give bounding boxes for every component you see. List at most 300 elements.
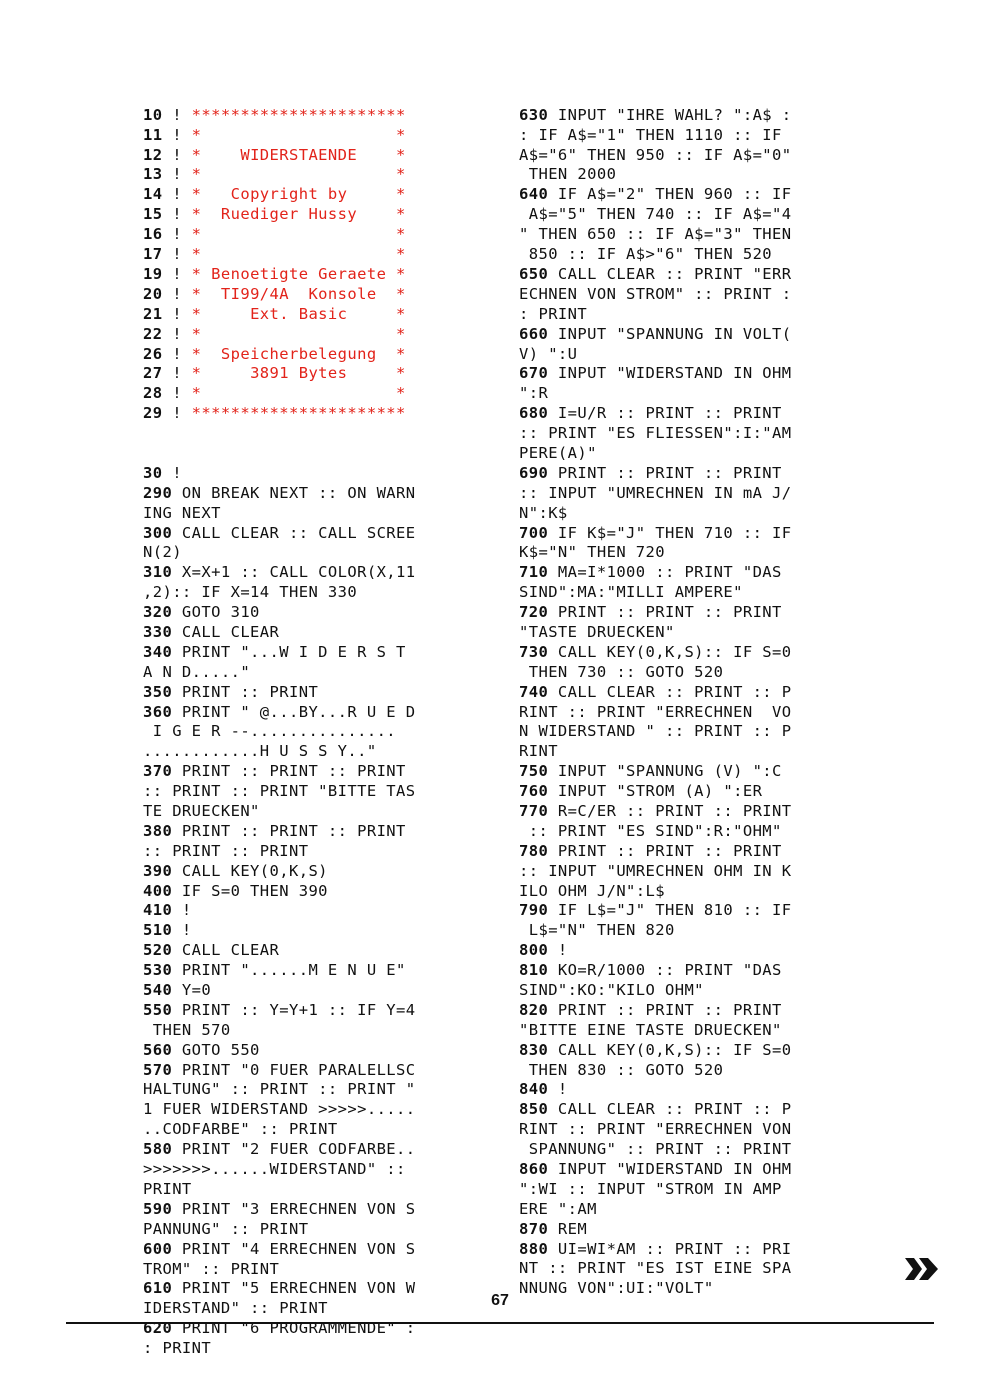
code-text: INPUT "WIDERSTAND IN OHM (548, 364, 792, 383)
banner-line (143, 305, 488, 325)
line-number: 610 (143, 1279, 173, 1298)
code-text: K$="N" THEN 720 (519, 543, 665, 562)
line-number: 720 (519, 603, 549, 622)
code-text: 850 :: IF A$>"6" THEN 520 (519, 245, 773, 264)
comment-marker: ! (162, 225, 192, 244)
code-text: PRINT "3 ERRECHNEN VON S (172, 1199, 416, 1218)
comment-marker: ! (162, 105, 192, 124)
code-line (143, 524, 488, 544)
banner-text: * * (191, 125, 406, 144)
code-text: GOTO 550 (172, 1040, 260, 1059)
code-line (143, 1200, 488, 1220)
code-line (519, 583, 864, 603)
banner-line (143, 185, 488, 205)
code-line (519, 424, 864, 444)
code-line (143, 961, 488, 981)
code-line (519, 862, 864, 882)
banner-text: * * (191, 384, 406, 403)
code-text: ! (548, 1080, 568, 1099)
line-number: 830 (519, 1040, 549, 1059)
line-number: 340 (143, 642, 173, 661)
code-text: RINT :: PRINT "ERRECHNEN VON (519, 1120, 792, 1139)
banner-line (143, 245, 488, 265)
code-text: PRINT "2 FUER CODFARBE.. (172, 1140, 416, 1159)
code-line (143, 1240, 488, 1260)
code-text: ! (172, 921, 192, 940)
code-line (519, 623, 864, 643)
code-line (143, 623, 488, 643)
code-text: : IF A$="1" THEN 1110 :: IF (519, 125, 782, 144)
code-text: ,2):: IF X=14 THEN 330 (143, 583, 358, 602)
code-line (519, 543, 864, 563)
code-text: 1 FUER WIDERSTAND >>>>>..... (143, 1100, 416, 1119)
code-line (519, 464, 864, 484)
code-line (519, 1220, 864, 1240)
code-line (519, 603, 864, 623)
code-line (143, 1021, 488, 1041)
code-text: ! (548, 941, 568, 960)
line-number: 510 (143, 921, 173, 940)
code-line (143, 683, 488, 703)
code-text: :: PRINT "ES SIND":R:"OHM" (519, 821, 782, 840)
code-line (143, 583, 488, 603)
line-number: 310 (143, 563, 173, 582)
banner-line (143, 345, 488, 365)
comment-marker: ! (162, 344, 192, 363)
code-text: :: PRINT :: PRINT "BITTE TAS (143, 782, 416, 801)
line-number: 640 (519, 185, 549, 204)
code-line (143, 901, 488, 921)
code-text: KO=R/1000 :: PRINT "DAS (548, 961, 782, 980)
code-line (519, 444, 864, 464)
code-text: TE DRUECKEN" (143, 802, 260, 821)
code-text: INPUT "SPANNUNG (V) ":C (548, 762, 782, 781)
code-text: N":K$ (519, 503, 568, 522)
line-number: 820 (519, 1000, 549, 1019)
line-number: 630 (519, 105, 549, 124)
line-number: 400 (143, 881, 173, 900)
code-line (143, 1041, 488, 1061)
line-number: 740 (519, 682, 549, 701)
line-number: 370 (143, 762, 173, 781)
banner-line (143, 325, 488, 345)
code-line (519, 384, 864, 404)
line-number: 350 (143, 682, 173, 701)
code-line (519, 822, 864, 842)
code-line (143, 663, 488, 683)
code-text: THEN 570 (143, 1020, 231, 1039)
comment-marker: ! (162, 165, 192, 184)
code-line (519, 504, 864, 524)
line-number: 670 (519, 364, 549, 383)
code-text: MA=I*1000 :: PRINT "DAS (548, 563, 782, 582)
code-text: INPUT "IHRE WAHL? ":A$ : (548, 105, 792, 124)
code-text: PRINT "4 ERRECHNEN VON S (172, 1239, 416, 1258)
line-number: 13 (143, 165, 163, 184)
code-text: ILO OHM J/N":L$ (519, 881, 665, 900)
code-text: "TASTE DRUECKEN" (519, 622, 675, 641)
code-text: PRINT "...W I D E R S T (172, 642, 406, 661)
code-text: PRINT :: PRINT :: PRINT (548, 1000, 782, 1019)
code-line (143, 921, 488, 941)
banner-line (143, 126, 488, 146)
code-line (519, 842, 864, 862)
code-line (143, 981, 488, 1001)
code-text: TROM" :: PRINT (143, 1259, 280, 1278)
code-text: CALL CLEAR :: CALL SCREE (172, 523, 416, 542)
code-text: CALL CLEAR :: PRINT :: P (548, 1100, 792, 1119)
code-line (143, 563, 488, 583)
comment-marker: ! (162, 245, 192, 264)
line-number: 690 (519, 463, 549, 482)
code-text: GOTO 310 (172, 603, 260, 622)
code-text: PERE(A)" (519, 443, 597, 462)
line-number: 620 (143, 1319, 173, 1338)
comment-marker: ! (162, 304, 192, 323)
code-line (519, 1240, 864, 1260)
right-code-column (519, 66, 864, 1319)
code-line (519, 345, 864, 365)
line-number: 14 (143, 185, 163, 204)
code-text: CALL CLEAR :: PRINT :: P (548, 682, 792, 701)
code-text: Y=0 (172, 981, 212, 1000)
code-line (519, 1200, 864, 1220)
line-number: 730 (519, 642, 549, 661)
code-text: CALL KEY(0,K,S):: IF S=0 (548, 1040, 792, 1059)
banner-line (143, 225, 488, 245)
code-line (143, 1220, 488, 1240)
code-text: PRINT (143, 1179, 192, 1198)
banner-text: * * (191, 225, 406, 244)
code-text: CALL CLEAR (172, 623, 280, 641)
code-line (143, 504, 488, 524)
code-line (519, 961, 864, 981)
code-line (519, 1021, 864, 1041)
code-line (519, 245, 864, 265)
code-text: X=X+1 :: CALL COLOR(X,11 (172, 563, 416, 582)
footer-rule (66, 1322, 934, 1324)
code-line (519, 185, 864, 205)
line-number: 30 (143, 463, 163, 482)
code-text: PRINT " @...BY...R U E D (172, 702, 416, 721)
code-text: RINT (519, 742, 558, 761)
code-text: REM (548, 1219, 588, 1238)
code-text: CALL KEY(0,K,S):: IF S=0 (548, 642, 792, 661)
line-number: 770 (519, 801, 549, 820)
code-text: RINT :: PRINT "ERRECHNEN VO (519, 702, 792, 721)
code-line (519, 1001, 864, 1021)
code-line (143, 722, 488, 742)
code-text: IF A$="2" THEN 960 :: IF (548, 185, 792, 204)
code-line (143, 782, 488, 802)
code-text: A$="5" THEN 740 :: IF A$="4 (519, 205, 792, 224)
line-number: 880 (519, 1239, 549, 1258)
code-text: >>>>>>>......WIDERSTAND" :: (143, 1160, 406, 1179)
code-text: I G E R --............... (143, 722, 397, 741)
line-number: 860 (519, 1160, 549, 1179)
line-number: 850 (519, 1100, 549, 1119)
banner-text: * Speicherbelegung * (191, 344, 406, 363)
code-text: L$="N" THEN 820 (519, 921, 675, 940)
code-line (519, 782, 864, 802)
code-text: IF L$="J" THEN 810 :: IF (548, 901, 792, 920)
code-text: INPUT "SPANNUNG IN VOLT( (548, 324, 792, 343)
comment-marker: ! (162, 264, 192, 283)
banner-text: ********************** (191, 105, 406, 124)
banner-line (143, 404, 488, 424)
line-number: 330 (143, 623, 173, 641)
banner-text: * Benoetigte Geraete * (191, 264, 406, 283)
code-line (143, 543, 488, 563)
code-line (519, 663, 864, 683)
code-text: "BITTE EINE TASTE DRUECKEN" (519, 1020, 782, 1039)
double-chevron-right-icon (905, 1258, 939, 1280)
code-text: " THEN 650 :: IF A$="3" THEN (519, 225, 792, 244)
code-line (519, 1140, 864, 1160)
banner-text: * Copyright by * (191, 185, 406, 204)
line-number: 560 (143, 1040, 173, 1059)
code-line (143, 643, 488, 663)
code-text: NT :: PRINT "ES IST EINE SPA (519, 1259, 792, 1278)
code-line (143, 882, 488, 902)
line-number: 520 (143, 941, 173, 960)
line-number: 26 (143, 344, 163, 363)
code-text: INPUT "STROM (A) ":ER (548, 782, 763, 801)
line-number: 11 (143, 125, 163, 144)
code-text: THEN 830 :: GOTO 520 (519, 1060, 724, 1079)
banner-line (143, 285, 488, 305)
line-number: 650 (519, 264, 549, 283)
comment-marker: ! (162, 284, 192, 303)
code-line (143, 703, 488, 723)
code-text: CALL KEY(0,K,S) (172, 861, 328, 880)
code-line (519, 703, 864, 723)
line-number: 590 (143, 1199, 173, 1218)
banner-line (143, 364, 488, 384)
code-line (519, 1061, 864, 1081)
line-number: 17 (143, 245, 163, 264)
code-line (143, 1160, 488, 1180)
banner-text: * WIDERSTAENDE * (191, 145, 406, 164)
code-text: ":WI :: INPUT "STROM IN AMP (519, 1179, 782, 1198)
code-text: PRINT "......M E N U E" (172, 961, 406, 980)
code-text: PANNUNG" :: PRINT (143, 1219, 309, 1238)
code-line (143, 822, 488, 842)
code-text: PRINT "0 FUER PARALELLSC (172, 1060, 416, 1079)
code-text: ON BREAK NEXT :: ON WARN (172, 483, 416, 502)
banner-text: * * (191, 165, 406, 184)
line-number: 600 (143, 1239, 173, 1258)
code-line (519, 524, 864, 544)
banner-line (143, 205, 488, 225)
banner-block (143, 106, 488, 424)
code-text: PRINT :: PRINT :: PRINT (172, 821, 406, 840)
line-number: 28 (143, 384, 163, 403)
line-number: 570 (143, 1060, 173, 1079)
comment-marker: ! (162, 145, 192, 164)
code-text: UI=WI*AM :: PRINT :: PRI (548, 1239, 792, 1258)
code-line (143, 1120, 488, 1140)
code-text: A$="6" THEN 950 :: IF A$="0" (519, 145, 792, 164)
line-number: 550 (143, 1000, 173, 1019)
code-text: ! (172, 901, 192, 920)
code-line (519, 683, 864, 703)
code-line (519, 404, 864, 424)
line-number: 790 (519, 901, 549, 920)
code-text: THEN 2000 (519, 165, 617, 184)
code-text: SIND":KO:"KILO OHM" (519, 981, 704, 999)
code-line (519, 146, 864, 166)
code-text: PRINT :: PRINT :: PRINT (172, 762, 406, 781)
code-line (143, 762, 488, 782)
code-line (143, 842, 488, 862)
banner-line (143, 146, 488, 166)
code-line (519, 165, 864, 185)
code-text: I=U/R :: PRINT :: PRINT (548, 404, 782, 423)
code-text: IDERSTAND" :: PRINT (143, 1299, 328, 1318)
line-number: 800 (519, 941, 549, 960)
code-text: PRINT :: PRINT :: PRINT (548, 841, 782, 860)
comment-marker: ! (162, 404, 192, 423)
code-line (519, 762, 864, 782)
code-line (143, 862, 488, 882)
code-text: :: PRINT :: PRINT (143, 841, 309, 860)
code-text: PRINT "5 ERRECHNEN VON W (172, 1279, 416, 1298)
code-text: PRINT :: PRINT :: PRINT (548, 603, 782, 622)
code-line (519, 901, 864, 921)
line-number: 27 (143, 364, 163, 383)
code-text: CALL CLEAR :: PRINT "ERR (548, 264, 792, 283)
comment-marker: ! (162, 185, 192, 204)
line-number: 750 (519, 762, 549, 781)
line-number: 660 (519, 324, 549, 343)
line-number: 840 (519, 1080, 549, 1099)
code-text: IF S=0 THEN 390 (172, 881, 328, 900)
code-line (519, 941, 864, 961)
banner-line (143, 106, 488, 126)
code-line (519, 921, 864, 941)
code-text: ..CODFARBE" :: PRINT (143, 1120, 338, 1139)
banner-text: * TI99/4A Konsole * (191, 284, 406, 303)
banner-text: * * (191, 324, 406, 343)
line-number: 290 (143, 483, 173, 502)
code-line (143, 802, 488, 822)
code-text: ERE ":AM (519, 1199, 597, 1218)
code-text: V) ":U (519, 344, 578, 363)
code-text: N WIDERSTAND " :: PRINT :: P (519, 722, 792, 741)
line-number: 15 (143, 205, 163, 224)
comment-marker: ! (162, 324, 192, 343)
code-line (143, 1260, 488, 1280)
right-code-lines (519, 106, 864, 1299)
banner-line (143, 384, 488, 404)
code-line (519, 285, 864, 305)
code-text: ECHNEN VON STROM" :: PRINT : (519, 284, 792, 303)
code-line (143, 742, 488, 762)
left-code-column (143, 66, 488, 1379)
code-line (143, 1100, 488, 1120)
code-line (143, 941, 488, 961)
line-number: 20 (143, 284, 163, 303)
code-text: R=C/ER :: PRINT :: PRINT (548, 801, 792, 820)
code-text: ING NEXT (143, 503, 221, 522)
code-text: PRINT :: Y=Y+1 :: IF Y=4 (172, 1000, 416, 1019)
code-line (143, 603, 488, 623)
code-text: : PRINT (143, 1339, 212, 1358)
code-line (519, 265, 864, 285)
code-line (519, 643, 864, 663)
comment-marker: ! (162, 364, 192, 383)
code-line (519, 1180, 864, 1200)
code-text: NNUNG VON":UI:"VOLT" (519, 1279, 714, 1298)
code-text: INPUT "WIDERSTAND IN OHM (548, 1160, 792, 1179)
code-line (519, 484, 864, 504)
code-text: THEN 730 :: GOTO 520 (519, 662, 724, 681)
code-line (519, 722, 864, 742)
left-code-lines (143, 464, 488, 1359)
comment-marker: ! (162, 384, 192, 403)
code-text: ":R (519, 384, 549, 403)
banner-line (143, 165, 488, 185)
line-number: 360 (143, 702, 173, 721)
code-line (143, 464, 488, 484)
line-number: 760 (519, 782, 549, 801)
code-line (519, 325, 864, 345)
code-line (519, 364, 864, 384)
code-line (519, 305, 864, 325)
code-line (519, 981, 864, 1001)
code-text: ! (162, 463, 182, 482)
code-text: SPANNUNG" :: PRINT :: PRINT (519, 1140, 792, 1159)
line-number: 29 (143, 404, 163, 423)
code-text: ............H U S S Y.." (143, 742, 377, 761)
code-line (519, 205, 864, 225)
code-line (143, 1001, 488, 1021)
comment-marker: ! (162, 125, 192, 144)
line-number: 870 (519, 1219, 549, 1238)
comment-marker: ! (162, 205, 192, 224)
code-line (519, 1259, 864, 1279)
code-line (519, 882, 864, 902)
line-number: 19 (143, 264, 163, 283)
line-number: 540 (143, 981, 173, 1000)
code-line (519, 563, 864, 583)
line-number: 410 (143, 901, 173, 920)
code-line (143, 1180, 488, 1200)
code-text: PRINT "6 PROGRAMMENDE" : (172, 1319, 416, 1338)
line-number: 530 (143, 961, 173, 980)
code-text: HALTUNG" :: PRINT :: PRINT " (143, 1080, 416, 1099)
line-number: 580 (143, 1140, 173, 1159)
code-line (519, 802, 864, 822)
code-line (519, 1120, 864, 1140)
line-number: 10 (143, 105, 163, 124)
code-text: CALL CLEAR (172, 941, 280, 960)
code-line (519, 1041, 864, 1061)
line-number: 810 (519, 961, 549, 980)
line-number: 21 (143, 304, 163, 323)
code-text: SIND":MA:"MILLI AMPERE" (519, 583, 743, 602)
code-line (143, 1080, 488, 1100)
line-number: 700 (519, 523, 549, 542)
banner-text: * * (191, 245, 406, 264)
banner-line (143, 265, 488, 285)
code-line (143, 1140, 488, 1160)
banner-text: * 3891 Bytes * (191, 364, 406, 383)
code-text: PRINT :: PRINT :: PRINT (548, 463, 782, 482)
banner-text: * Ext. Basic * (191, 304, 406, 323)
line-number: 780 (519, 841, 549, 860)
